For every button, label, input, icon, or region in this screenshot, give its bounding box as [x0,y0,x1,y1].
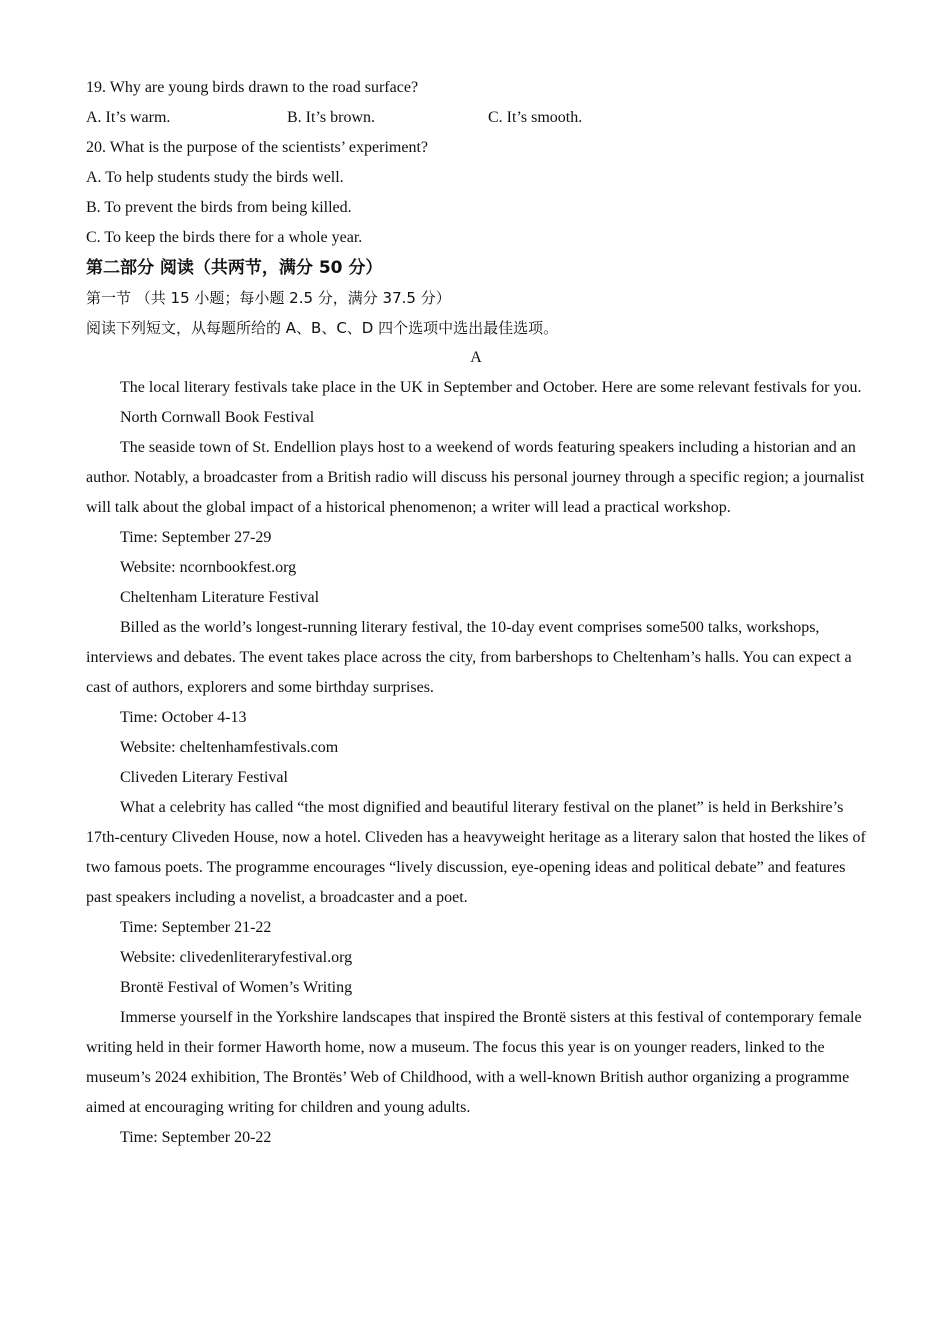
question-19-option-c: C. It’s smooth. [488,109,583,126]
festival-description: Immerse yourself in the Yorkshire landscapes that inspired the Brontë sisters at this festival of contemporary female writing held in their former Haworth home, now a museum. The focus this year is on younger readers, linked to the museum’s 2024 exhibition, The Brontës’ Web of Childhood, with a well-known British author organizing a programme aimed at encouraging writing for children and young adults. [86,1009,862,1116]
question-19-option-a: A. It’s warm. [86,109,171,126]
festival-name: Cliveden Literary Festival [120,769,288,786]
festival-website: Website: cheltenhamfestivals.com [120,739,339,756]
passage-label: A [470,349,482,366]
question-20-option-c: C. To keep the birds there for a whole year. [86,229,363,246]
question-20-option-b: B. To prevent the birds from being killed. [86,199,352,216]
question-19-stem: 19. Why are young birds drawn to the road surface? [86,79,419,96]
festival-name: Brontë Festival of Women’s Writing [120,979,353,996]
question-20-stem: 20. What is the purpose of the scientists’ experiment? [86,139,428,156]
part-two-title: 第二部分 阅读（共两节，满分 50 分） [86,258,383,278]
passage-intro: The local literary festivals take place in the UK in September and October. Here are some relevant festivals for you. [120,379,862,396]
festival-name: Cheltenham Literature Festival [120,589,320,606]
question-19-options [86,103,866,133]
question-20-option-a: A. To help students study the birds well. [86,169,344,186]
exam-page [86,73,866,1153]
section-one-heading: 第一节 （共 15 小题；每小题 2.5 分，满分 37.5 分） [86,289,451,307]
festival-time: Time: September 21-22 [120,919,272,936]
festival-time: Time: October 4-13 [120,709,247,726]
festival-website: Website: ncornbookfest.org [120,559,297,576]
festival-website: Website: clivedenliteraryfestival.org [120,949,353,966]
festival-time: Time: September 20-22 [120,1129,272,1146]
festival-name: North Cornwall Book Festival [120,409,315,426]
festival-description: Billed as the world’s longest-running literary festival, the 10-day event comprises some500 talks, workshops, interviews and debates. The event takes place across the city, from barbershops to Cheltenham’s halls. You can expect a cast of authors, explorers and some birthday surprises. [86,619,852,696]
question-19-option-b: B. It’s brown. [287,109,375,126]
festival-description: The seaside town of St. Endellion plays host to a weekend of words featuring speakers including a historian and an author. Notably, a broadcaster from a British radio will discuss his personal journey through a specific region; a journalist will talk about the global impact of a historical phenomenon; a writer will lead a practical workshop. [86,439,865,516]
festival-description: What a celebrity has called “the most dignified and beautiful literary festival on the planet” is held in Berkshire’s 17th-century Cliveden House, now a hotel. Cliveden has a heavyweight heritage as a literary salon that hosted the likes of two famous poets. The programme encourages “lively discussion, eye-opening ideas and political debate” and features past speakers including a novelist, a broadcaster and a poet. [86,799,866,906]
festival-time: Time: September 27-29 [120,529,272,546]
section-instruction: 阅读下列短文，从每题所给的 A、B、C、D 四个选项中选出最佳选项。 [86,319,559,337]
